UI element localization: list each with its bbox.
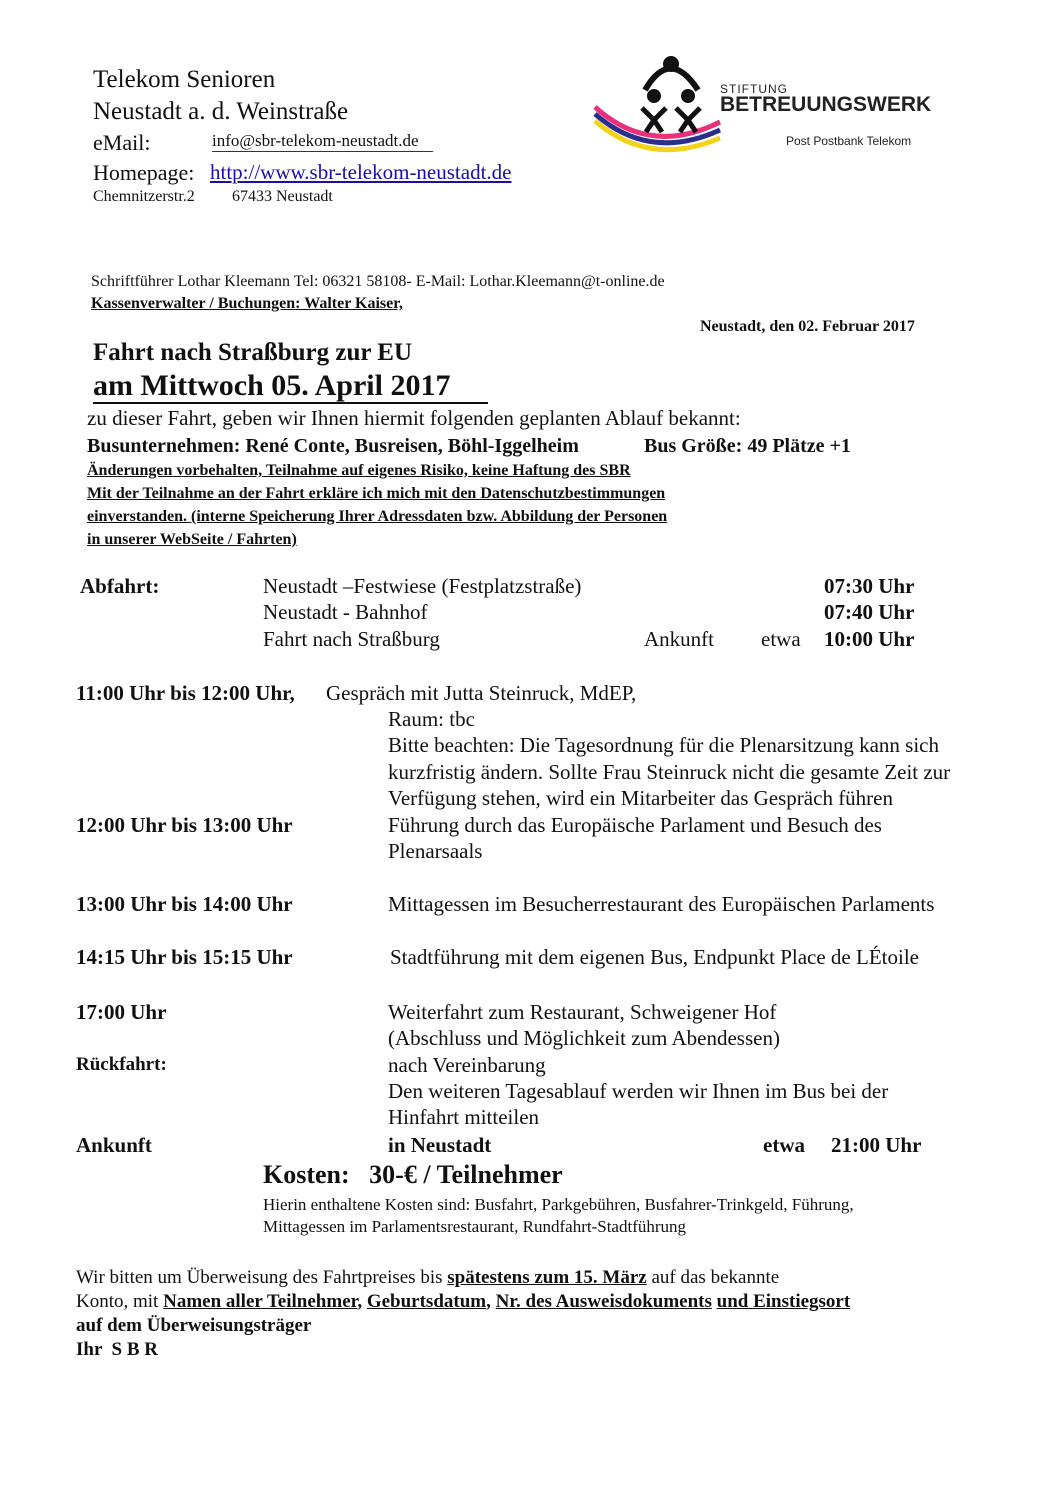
schedule-time: 11:00 Uhr bis 12:00 Uhr,	[76, 681, 295, 705]
treasurer-line: Kassenverwalter / Buchungen: Walter Kaiser,	[91, 295, 403, 312]
schedule-text: Mittagessen im Besucherrestaurant des Europäischen Parlaments	[388, 892, 935, 916]
costs-heading: Kosten: 30-€ / Teilnehmer	[263, 1160, 563, 1189]
approx-label: etwa	[763, 1133, 805, 1157]
departure-time: 10:00 Uhr	[824, 627, 915, 651]
departure-place: Fahrt nach Straßburg	[263, 627, 440, 651]
payment-text: Konto, mit	[76, 1291, 164, 1312]
payment-text: auf das bekannte	[646, 1267, 780, 1288]
logo-line1: STIFTUNG	[720, 82, 788, 96]
payment-required: und Einstiegsort	[716, 1291, 851, 1312]
schedule-time: 17:00 Uhr	[76, 1000, 167, 1024]
approx-label: etwa	[761, 627, 801, 651]
email-label: eMail:	[93, 130, 151, 155]
document-date: Neustadt, den 02. Februar 2017	[700, 318, 915, 335]
logo-line3: Post Postbank Telekom	[786, 134, 912, 148]
signature: Ihr S B R	[76, 1339, 159, 1360]
org-name: Telekom Senioren	[93, 66, 276, 93]
schedule-text: Den weiteren Tagesablauf werden wir Ihnen im Bus bei der	[388, 1079, 889, 1103]
payment-text: ,	[357, 1291, 367, 1312]
payment-required: Namen aller Teilnehmer	[163, 1291, 358, 1312]
arrival-label: Ankunft	[76, 1133, 152, 1157]
stiftung-betreuungswerk-logo	[590, 52, 940, 162]
org-city: Neustadt a. d. Weinstraße	[93, 98, 349, 125]
arrival-place: in Neustadt	[388, 1133, 492, 1157]
schedule-time: 13:00 Uhr bis 14:00 Uhr	[76, 892, 293, 916]
note-line: in unserer WebSeite / Fahrten)	[87, 531, 297, 548]
payment-required: Nr. des Ausweisdokuments	[495, 1291, 712, 1312]
schedule-text: Plenarsaals	[388, 839, 483, 863]
payment-line1	[76, 1267, 779, 1289]
bus-size: Bus Größe: 49 Plätze +1	[644, 435, 851, 457]
trip-date: am Mittwoch 05. April 2017	[93, 370, 488, 404]
schedule-text: Führung durch das Europäische Parlament und Besuch des	[388, 813, 882, 837]
payment-deadline: spätestens zum 15. März	[447, 1267, 647, 1288]
payment-line2	[76, 1291, 850, 1313]
departure-time: 07:40 Uhr	[824, 600, 915, 624]
schedule-time: 14:15 Uhr bis 15:15 Uhr	[76, 945, 293, 969]
schedule-time: 12:00 Uhr bis 13:00 Uhr	[76, 813, 293, 837]
note-line: einverstanden. (interne Speicherung Ihrer Adressdaten bzw. Abbildung der Personen	[87, 508, 668, 525]
departure-place: Neustadt –Festwiese (Festplatzstraße)	[263, 574, 582, 598]
arrival-time: 21:00 Uhr	[831, 1133, 922, 1157]
schedule-text: Weiterfahrt zum Restaurant, Schweigener Hof	[388, 1000, 777, 1024]
schedule-text: kurzfristig ändern. Sollte Frau Steinruck nicht die gesamte Zeit zur	[388, 760, 951, 784]
costs-detail: Hierin enthaltene Kosten sind: Busfahrt, Parkgebühren, Busfahrer-Trinkgeld, Führung,	[263, 1195, 854, 1214]
bus-company: Busunternehmen: René Conte, Busreisen, Böhl-Iggelheim	[87, 435, 579, 457]
departure-time: 07:30 Uhr	[824, 574, 915, 598]
homepage-label: Homepage:	[93, 160, 195, 185]
schedule-text: nach Vereinbarung	[388, 1053, 546, 1077]
schedule-text: Hinfahrt mitteilen	[388, 1105, 540, 1129]
schedule-text: Verfügung stehen, wird ein Mitarbeiter das Gespräch führen	[388, 786, 893, 810]
return-label: Rückfahrt:	[76, 1054, 167, 1075]
homepage-link[interactable]: http://www.sbr-telekom-neustadt.de	[210, 160, 512, 184]
note-line: Änderungen vorbehalten, Teilnahme auf eigenes Risiko, keine Haftung des SBR	[87, 462, 631, 479]
address-city: 67433 Neustadt	[232, 188, 333, 205]
payment-line3: auf dem Überweisungsträger	[76, 1315, 312, 1336]
secretary-line: Schriftführer Lothar Kleemann Tel: 06321 58108- E-Mail: Lothar.Kleemann@t-online.de	[91, 273, 665, 290]
address-street: Chemnitzerstr.2	[93, 188, 195, 205]
schedule-text: Bitte beachten: Die Tagesordnung für die Plenarsitzung kann sich	[388, 733, 939, 757]
schedule-text: (Abschluss und Möglichkeit zum Abendessen)	[388, 1026, 780, 1050]
schedule-text: Gespräch mit Jutta Steinruck, MdEP,	[326, 681, 637, 705]
payment-required: Geburtsdatum	[366, 1291, 487, 1312]
trip-intro: zu dieser Fahrt, geben wir Ihnen hiermit folgenden geplanten Ablauf bekannt:	[87, 406, 741, 430]
note-line: Mit der Teilnahme an der Fahrt erkläre ich mich mit den Datenschutzbestimmungen	[87, 485, 666, 502]
departure-place: Neustadt - Bahnhof	[263, 600, 428, 624]
schedule-text: Stadtführung mit dem eigenen Bus, Endpunkt Place de LÉtoile	[390, 945, 919, 969]
arrival-label: Ankunft	[644, 627, 714, 651]
schedule-text: Raum: tbc	[388, 707, 475, 731]
payment-text: Wir bitten um Überweisung des Fahrtpreises bis	[76, 1267, 448, 1288]
logo-line2: BETREUUNGSWERK	[720, 93, 932, 116]
trip-title: Fahrt nach Straßburg zur EU	[93, 339, 413, 366]
email-value[interactable]: info@sbr-telekom-neustadt.de	[212, 131, 433, 152]
payment-text: ,	[486, 1291, 496, 1312]
departure-label: Abfahrt:	[80, 574, 160, 598]
costs-detail: Mittagessen im Parlamentsrestaurant, Rundfahrt-Stadtführung	[263, 1217, 687, 1236]
